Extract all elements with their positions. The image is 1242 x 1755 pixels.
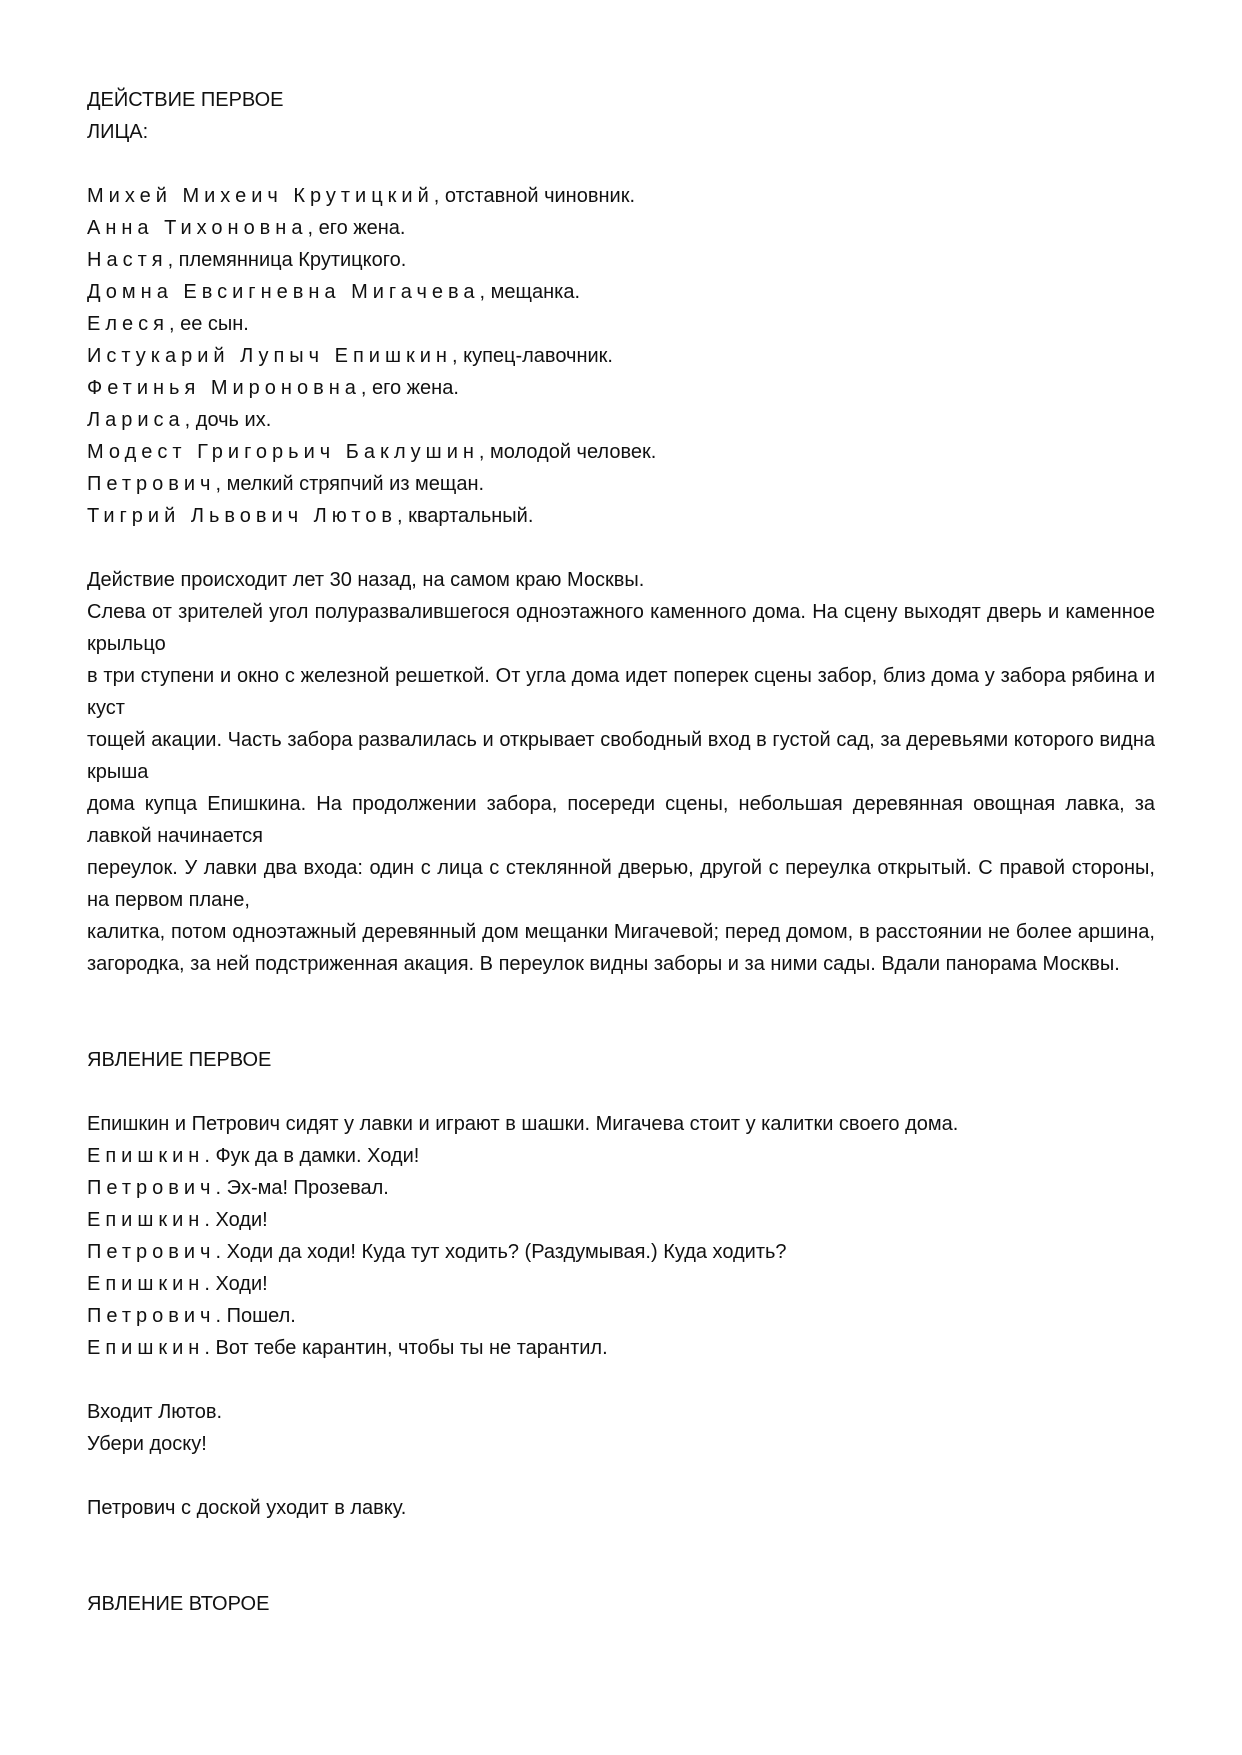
cast-entry <box>87 180 1155 212</box>
document-page <box>87 84 1155 1620</box>
dialogue-line <box>87 1140 1155 1172</box>
cast-entry <box>87 468 1155 500</box>
cast-desc: , дочь их. <box>184 409 272 431</box>
cast-entry <box>87 404 1155 436</box>
dialogue-line <box>87 1172 1155 1204</box>
setting-description <box>87 564 1155 980</box>
cast-entry <box>87 212 1155 244</box>
cast-desc: , купец-лавочник. <box>451 345 613 367</box>
cast-entry <box>87 276 1155 308</box>
speaker-name: Петрович <box>87 1177 216 1199</box>
dialogue-line <box>87 1268 1155 1300</box>
setting-paragraph <box>87 852 1155 916</box>
cast-desc: , квартальный. <box>397 505 534 527</box>
cast-list <box>87 180 1155 532</box>
speaker-name: Епишкин <box>87 1145 205 1167</box>
stage-direction: Входит Лютов. <box>87 1401 223 1423</box>
speech-text: . Пошел. <box>215 1305 296 1327</box>
speech-text: . Ходи да ходи! Куда тут ходить? (Раздумывая.) Куда ходить? <box>215 1241 787 1263</box>
cast-desc: , отставной чиновник. <box>433 185 636 207</box>
cast-desc: , молодой человек. <box>478 441 657 463</box>
speaker-name: Епишкин <box>87 1273 205 1295</box>
setting-paragraph <box>87 596 1155 660</box>
persons-label: ЛИЦА: <box>87 121 149 143</box>
cast-entry <box>87 436 1155 468</box>
cast-entry <box>87 244 1155 276</box>
act-title: ДЕЙСТВИЕ ПЕРВОЕ <box>87 89 284 111</box>
setting-line: тощей акации. Часть забора развалилась и открывает свободный вход в густой сад, за деревьями которого видна крыша <box>87 729 1155 783</box>
cast-desc: , ее сын. <box>168 313 249 335</box>
speaker-name: Епишкин <box>87 1337 205 1359</box>
setting-paragraph <box>87 788 1155 852</box>
cast-entry <box>87 308 1155 340</box>
cast-name: Петрович <box>87 473 216 495</box>
setting-time: Действие происходит лет 30 назад, на самом краю Москвы. <box>87 569 645 591</box>
cast-name: Анна Тихоновна <box>87 217 308 239</box>
cast-entry <box>87 500 1155 532</box>
cast-name: Настя <box>87 249 168 271</box>
cast-name: Фетинья Мироновна <box>87 377 361 399</box>
speaker-name: Петрович <box>87 1241 216 1263</box>
cast-desc: , его жена. <box>307 217 406 239</box>
cast-name: Михей Михеич Крутицкий <box>87 185 434 207</box>
dialogue-line <box>87 1236 1155 1268</box>
cast-desc: , его жена. <box>360 377 459 399</box>
speech-text: . Вот тебе карантин, чтобы ты не тарантил. <box>204 1337 608 1359</box>
spoken-line: Убери доску! <box>87 1433 207 1455</box>
cast-name: Домна Евсигневна Мигачева <box>87 281 480 303</box>
speech-text: . Фук да в дамки. Ходи! <box>204 1145 420 1167</box>
speaker-name: Петрович <box>87 1305 216 1327</box>
cast-entry <box>87 372 1155 404</box>
setting-paragraph <box>87 724 1155 788</box>
stage-direction: Епишкин и Петрович сидят у лавки и играют в шашки. Мигачева стоит у калитки своего дома. <box>87 1113 959 1135</box>
scene-one-text <box>87 1108 1155 1524</box>
setting-line: Слева от зрителей угол полуразвалившегося одноэтажного каменного дома. На сцену выходят дверь и каменное крыльцо <box>87 601 1155 655</box>
setting-line: дома купца Епишкина. На продолжении забора, посереди сцены, небольшая деревянная овощная лавка, за лавкой начинается <box>87 793 1155 847</box>
scene-title: ЯВЛЕНИЕ ПЕРВОЕ <box>87 1049 272 1071</box>
cast-desc: , мещанка. <box>479 281 581 303</box>
cast-name: Истукарий Лупыч Епишкин <box>87 345 452 367</box>
cast-name: Лариса <box>87 409 185 431</box>
setting-line: в три ступени и окно с железной решеткой. От угла дома идет поперек сцены забор, близ дома у забора рябина и куст <box>87 665 1155 719</box>
cast-name: Тигрий Львович Лютов <box>87 505 398 527</box>
setting-line: калитка, потом одноэтажный деревянный дом мещанки Мигачевой; перед домом, в расстоянии не более аршина, загородка, за ней подстриженная акация. В переулок видны заборы и за ними сады. Вдали панорама Москвы. <box>87 921 1155 975</box>
cast-name: Модест Григорьич Баклушин <box>87 441 479 463</box>
cast-desc: , мелкий стряпчий из мещан. <box>215 473 485 495</box>
speech-text: . Ходи! <box>204 1209 268 1231</box>
dialogue-line <box>87 1204 1155 1236</box>
speech-text: . Ходи! <box>204 1273 268 1295</box>
setting-paragraph <box>87 916 1155 980</box>
dialogue-line <box>87 1332 1155 1364</box>
scene-title: ЯВЛЕНИЕ ВТОРОЕ <box>87 1593 270 1615</box>
setting-paragraph <box>87 660 1155 724</box>
cast-desc: , племянница Крутицкого. <box>167 249 407 271</box>
cast-name: Елеся <box>87 313 169 335</box>
setting-line: переулок. У лавки два входа: один с лица с стеклянной дверью, другой с переулка открытый. С правой стороны, на первом плане, <box>87 857 1155 911</box>
dialogue-line <box>87 1300 1155 1332</box>
speaker-name: Епишкин <box>87 1209 205 1231</box>
stage-direction: Петрович с доской уходит в лавку. <box>87 1497 407 1519</box>
speech-text: . Эх-ма! Прозевал. <box>215 1177 389 1199</box>
cast-entry <box>87 340 1155 372</box>
